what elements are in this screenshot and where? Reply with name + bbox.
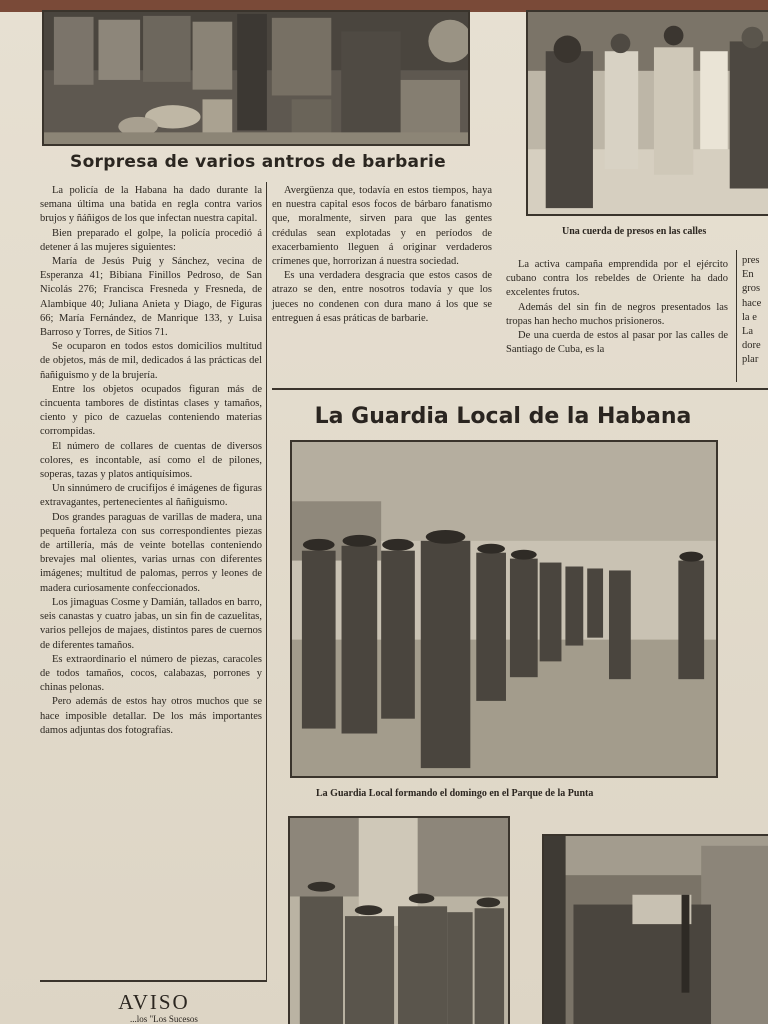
guardia-title: La Guardia Local de la Habana — [314, 404, 692, 429]
section-rule — [272, 388, 768, 390]
guardia-caption: La Guardia Local formando el domingo en el Parque de la Punta — [316, 788, 594, 799]
article-right-column — [506, 258, 728, 357]
photo-guardia-parade — [290, 440, 718, 778]
paragraph: Bien preparado el golpe, la policía procedió á detener á las mujeres siguientes: — [40, 227, 262, 253]
paragraph: Es extraordinario el número de piezas, caracoles de todos tamaños, cocos, calabazas, porrones y chinas pelonas. — [40, 653, 262, 694]
edge-word: plar — [742, 354, 759, 366]
paragraph: Avergüenza que, todavía en estos tiempos, haya en nuestra capital esos focos de bárbaro fanatismo que, moralmente, sirven para que las gentes crédulas sean explotadas y en períodos de exacerbamiento lleguen á originar verdaderos crímenes que, horrorizan á nuestra sociedad. — [272, 185, 492, 268]
edge-word: dore — [742, 340, 761, 352]
aviso-rule — [40, 980, 266, 982]
column-divider — [736, 250, 737, 382]
prisoners-caption: Una cuerda de presos en las calles — [562, 226, 707, 237]
paragraph: El número de collares de cuentas de diversos colores, es incontable, así como el de pilones, soperas, tazas y platos antiquísimos. — [40, 440, 262, 481]
paragraph: Entre los objetos ocupados figuran más de cincuenta tambores de distintas clases y tamaños, ciento y pico de cazuelas conteniendo materias corrompidas. — [40, 383, 262, 438]
photo-crowd-street — [542, 834, 768, 1024]
paragraph: Dos grandes paraguas de varillas de madera, una pequeña fortaleza con sus correspondientes piezas de artillería, más de veinte botellas conteniendo brevajes mal olientes, varias urnas con diferentes imágenes; multitud de palomas, perros y leones de madera curiosamente confeccionados. — [40, 511, 262, 594]
paragraph: La activa campaña emprendida por el ejército cubano contra los rebeldes de Oriente ha dado excelentes frutos. — [506, 259, 728, 299]
aviso-subline: ...los "Los Sucesos — [130, 1014, 198, 1024]
edge-word: pres — [742, 255, 760, 266]
photo-prisoners-street — [526, 10, 768, 216]
paragraph: Un sinnúmero de crucifijos é imágenes de figuras extravagantes, pertenecientes al ñañiguismo. — [40, 483, 262, 509]
paragraph: Además del sin fin de negros presentados las tropas han hecho muchos prisioneros. — [506, 301, 728, 327]
edge-word: La — [742, 326, 754, 338]
edge-word: hace — [742, 297, 762, 309]
photo-seized-objects — [42, 10, 470, 146]
column-divider — [266, 182, 267, 982]
article-left-column — [40, 184, 262, 738]
paragraph: De una cuerda de estos al pasar por las calles de Santiago de Cuba, es la — [506, 330, 728, 356]
article-mid-column — [272, 184, 492, 326]
edge-word: En — [742, 269, 754, 281]
article-headline: Sorpresa de varios antros de barbarie — [70, 152, 446, 172]
paragraph: La policía de la Habana ha dado durante la semana última una batida en regla contra varios brujos y ñáñigos de los que infectan nuestra capital. — [40, 185, 262, 225]
paragraph: Es una verdadera desgracia que estos casos de atrazo se den, entre nosotros todavía y que los jueces no condenen con dura mano á los que se entreguen á esas práticas de barbarie. — [272, 270, 492, 324]
paragraph: Los jimaguas Cosme y Damián, tallados en barro, seis canastas y cuatro jabas, un sin fin de cazuelitas, varios pellejos de majaes, distintos pares de cuernos de diferentes tamaños. — [40, 596, 262, 651]
edge-fragments — [742, 254, 768, 368]
photo-officers-group — [288, 816, 510, 1024]
aviso-title: AVISO — [118, 990, 190, 1014]
paragraph: Pero además de estos hay otros muchos que se hace imposible detallar. De los más importantes damos adjuntas dos fotografías. — [40, 696, 262, 736]
paragraph: Se ocuparon en todos estos domicilios multitud de objetos, más de mil, dedicados á las prácticas del ñañiguismo y de la brujería. — [40, 341, 262, 381]
paragraph: María de Jesús Puig y Sánchez, vecina de Esperanza 41; Bibiana Finillos Pedroso, de San Nicolás 276; Francisca Fresneda y Fresneda, de Alambique 40; Juliana Anieta y Diago, de Figuras 66; María Fernández, de Manrique 133, y Luisa Barroso y Torres, de Sitios 71. — [40, 256, 262, 339]
edge-word: gros — [742, 283, 761, 295]
edge-word: la e — [742, 311, 757, 323]
